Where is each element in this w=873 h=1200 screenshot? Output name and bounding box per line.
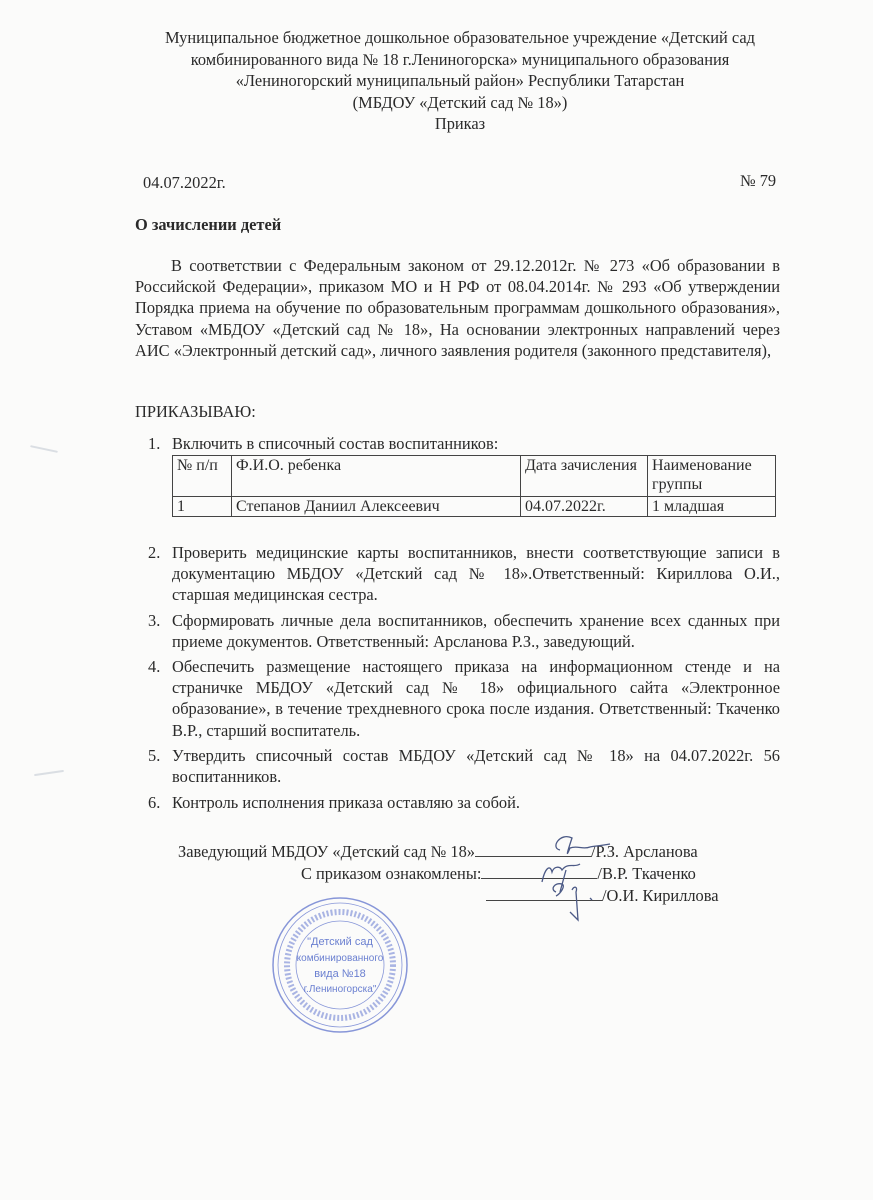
cell: Степанов Даниил Алексеевич [232,497,521,517]
order-word: ПРИКАЗЫВАЮ: [135,402,256,421]
order-title: О зачислении детей [135,215,282,234]
item-text: Контроль исполнения приказа оставляю за собой. [172,793,520,812]
stamp-text: комбинированного [296,953,384,964]
table-header-row [173,456,776,497]
item-number: 5. [148,746,161,765]
signature-label: Заведующий МБДОУ «Детский сад № 18» [178,842,475,861]
cell: 1 младшая [648,497,776,517]
table-row [173,497,776,517]
header-cell: Дата зачисления [521,456,648,497]
list-item [148,745,780,787]
header-line: комбинированного вида № 18 г.Лениногорска» муниципального образования [190,49,730,69]
official-stamp [270,895,410,1035]
order-number: № 79 [740,171,777,190]
list-item [148,656,780,741]
item-number: 3. [148,611,161,630]
item-text: Обеспечить размещение настоящего приказа на информационном стенде и на страничке МБДОУ «Детский сад № 18» официального сайта «Электронное образование», в течение трехдневного срока после издания. Ответственный: Ткаченко В.Р., старший воспитатель. [172,657,780,740]
preamble: В соответствии с Федеральным законом от 29.12.2012г. № 273 «Об образовании в Российской Федерации», приказом МО и Н РФ от 08.04.2014г. № 293 «Об утверждении Порядка приема на обучение по образовательным программам дошкольного образования», Уставом «МБДОУ «Детский сад № 18», На основании электронных направлений через АИС «Электронный детский сад», личного заявления родителя (законного представителя), [135,256,780,360]
scan-mark [34,770,64,776]
stamp-text: "Детский сад [307,936,373,948]
list-item [148,792,780,813]
item-text: Включить в списочный состав воспитанников: [172,434,499,453]
cell: 1 [173,497,232,517]
signer-name: /О.И. Кириллова [602,886,719,905]
item-text: Сформировать личные дела воспитанников, обеспечить хранение всех сданных при приеме документов. Ответственный: Арсланова Р.З., заведующий. [172,611,780,652]
header-cell: Ф.И.О. ребенка [232,456,521,497]
signature-label: С приказом ознакомлены: [301,864,482,883]
item-text: Проверить медицинские карты воспитанников, внести соответствующие записи в документацию МБДОУ «Детский сад № 18».Ответственный: Кириллова О.И., старшая медицинская сестра. [172,543,780,605]
handwritten-signatures [520,820,640,930]
header-line: (МБДОУ «Детский сад № 18») [352,92,568,112]
signer-name: /Р.З. Арсланова [591,842,698,861]
stamp-text: г.Лениногорска" [303,984,377,995]
scan-mark [30,445,58,453]
item-text: Утвердить списочный состав МБДОУ «Детский сад № 18» на 04.07.2022г. 56 воспитанников. [172,746,780,787]
list-item [148,433,780,454]
item-number: 2. [148,543,161,562]
children-table [172,455,776,517]
signer-name: /В.Р. Ткаченко [597,864,696,883]
header-cell: Наименование группы [648,456,776,497]
item-number: 1. [148,434,161,453]
document-type: Приказ [434,114,486,133]
header-cell: № п/п [173,456,232,497]
order-date: 04.07.2022г. [143,173,226,192]
list-item [148,542,780,606]
header-line: «Лениногорский муниципальный район» Республики Татарстан [235,71,685,90]
header-line: Муниципальное бюджетное дошкольное образовательное учреждение «Детский сад [165,28,755,47]
stamp-text: вида №18 [314,968,366,980]
item-number: 6. [148,793,161,812]
item-number: 4. [148,657,161,676]
cell: 04.07.2022г. [521,497,648,517]
document-header [120,27,800,135]
list-item [148,610,780,652]
